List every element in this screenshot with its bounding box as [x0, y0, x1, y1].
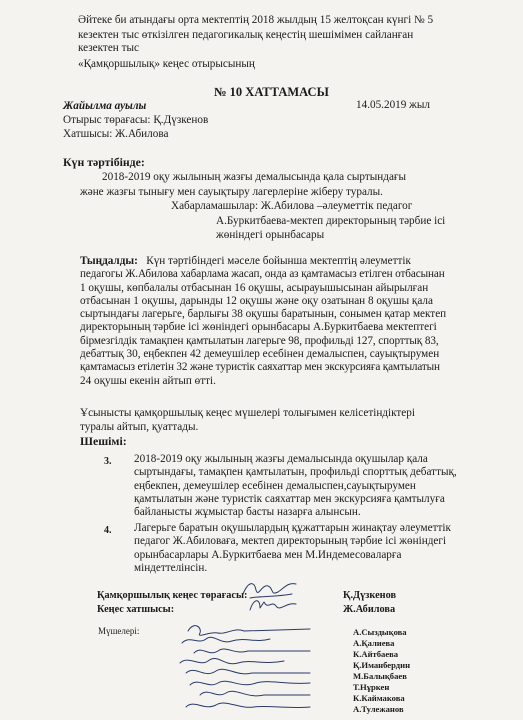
chair-signature-label: Қамқоршылық кеңес төрағасы:	[97, 590, 248, 601]
listened-line-1: педагогы Ж.Абилова хабарлама жасап, онда аз қамтамасыз етілген отбасынан	[80, 268, 445, 281]
member-name: А.Тулежанов	[353, 704, 404, 714]
listened-block	[80, 255, 458, 388]
decision-item-2	[134, 522, 451, 575]
decision-item-1-line: 2018-2019 оқу жылының жазғы демалысында оқушылар қала	[134, 453, 428, 465]
member-name: Т.Нұркен	[353, 682, 390, 692]
listened-line-8: қамтамасыз етілетін 32 және туристік саяхаттар мен экскурсияға қамтылатын	[80, 361, 440, 374]
secretary-signature-label: Кеңес хатшысы:	[97, 604, 175, 615]
secretary-handwritten-signature	[248, 596, 300, 616]
header-line-1: Әйтеке би атындағы орта мектептің 2018 жылдың 15 желтоқсан күнгі № 5	[78, 14, 434, 26]
member-name: А.Сыздықова	[353, 627, 407, 637]
listened-line-2: 1 оқушы, көпбалалы отбасынан 16 оқушы, асырауышысынан айырылған	[80, 281, 429, 294]
member-name: Қ.Иманбердин	[353, 660, 411, 670]
protocol-title: № 10 ХАТТАМАСЫ	[214, 85, 329, 99]
member-name: К.Айтбаева	[353, 649, 399, 659]
members-handwritten-signatures	[160, 623, 350, 715]
agenda-line-1: 2018-2019 оқу жылының жазғы демалысында қала сыртындағы	[102, 171, 407, 183]
secretary-signature-name: Ж.Абилова	[343, 604, 396, 615]
agenda-speakers-3: жөніндегі орынбасары	[216, 229, 325, 241]
member-name: М.Балықбаев	[353, 671, 407, 681]
decision-item-2-line: Лагерьге баратын оқушылардың құжаттарын жинақтау әлеуметтік	[134, 522, 451, 534]
decision-item-1-line: қамтылатын және туристік саяхаттар мен экскурсияға қамтылуға	[134, 492, 445, 505]
decision-item-1-line: еңбекпен, демеушілер есебінен демалыспен,сауықтырумен	[134, 479, 416, 492]
decision-item-number: 3.	[104, 456, 112, 467]
secretary-line: Хатшысы: Ж.Абилова	[63, 128, 169, 140]
agenda-line-2: және жазғы тынығу мен сауықтыру лагерлеріне жіберу туралы.	[80, 186, 383, 198]
agenda-speakers-2: А.Буркитбаева-мектеп директорының тәрбие ісі	[216, 215, 446, 227]
proposal-line-2: туралы айтып, қуаттады.	[80, 421, 199, 433]
proposal-line-1: Ұсынысты қамқоршылық кеңес мүшелері толығымен келісетіндіктері	[80, 407, 415, 419]
listened-line-9: 24 оқушы екенін айтып өтті.	[80, 374, 216, 387]
decision-item-1-line: сыртындағы, тамақпен қамтылатын, профильді спорттық дебаттық,	[134, 466, 457, 479]
listened-line-0: Күн тәртібіндегі мәселе бойынша мектептің әлеуметтік	[146, 255, 411, 267]
member-name: А.Қалиева	[353, 638, 395, 648]
header-line-3: кезектен тыс	[78, 42, 139, 54]
member-name: К.Каймакова	[353, 693, 405, 703]
listened-line-4: сыртындағы лагерьге, барлығы 38 оқушы баратынын, сонымен қатар мектеп	[80, 308, 447, 321]
chair-line: Отырыс төрағасы: Қ.Дүзкенов	[63, 114, 209, 126]
listened-line-5: директорының тәрбие ісі жөніндегі орынбасары А.Буркитбаева мектептегі	[80, 321, 437, 334]
decision-item-1	[134, 453, 457, 519]
listened-label: Тыңдалды:	[80, 255, 138, 267]
members-label: Мүшелері:	[98, 626, 140, 636]
decision-heading: Шешімі:	[80, 434, 127, 448]
agenda-speakers-1: Хабарламашылар: Ж.Абилова –әлеуметтік педагог	[171, 200, 413, 212]
agenda-heading: Күн тәртібінде:	[63, 155, 145, 169]
protocol-date: 14.05.2019 жыл	[356, 99, 430, 111]
decision-item-2-line: міндеттелінсін.	[134, 561, 208, 574]
header-line-4: «Қамқоршылық» кеңес отырысының	[78, 58, 255, 70]
listened-line-6: бірмезгілдік тамақпен қамтылатын лагерьге 98, профильді 127, спорттық 83,	[80, 334, 439, 347]
listened-line-3: отбасынан 1 оқушы, дарынды 12 оқушы және оқу озатынан 8 оқушы қала	[80, 294, 433, 307]
decision-item-1-line: байланысты жұмыстар басты назарға алынсын.	[134, 506, 361, 519]
chair-signature-name: Қ.Дүзкенов	[343, 590, 397, 601]
listened-line-7: дебаттық 30, еңбекпен 42 демеушілер есебінен демалыспен, сауықтырумен	[80, 348, 440, 361]
header-line-2: кезектен тыс өткізілген педагогикалық кеңестің шешімімен сайланған	[78, 29, 414, 41]
decision-item-number: 4.	[104, 525, 112, 536]
decision-item-2-line: орынбасарлары А.Буркитбаева мен М.Индемесоваларға	[134, 548, 402, 561]
decision-item-2-line: педагог Ж.Абиловаға, мектеп директорының тәрбие ісі жөніндегі	[134, 535, 447, 548]
place-label: Жайылма ауылы	[63, 100, 147, 112]
